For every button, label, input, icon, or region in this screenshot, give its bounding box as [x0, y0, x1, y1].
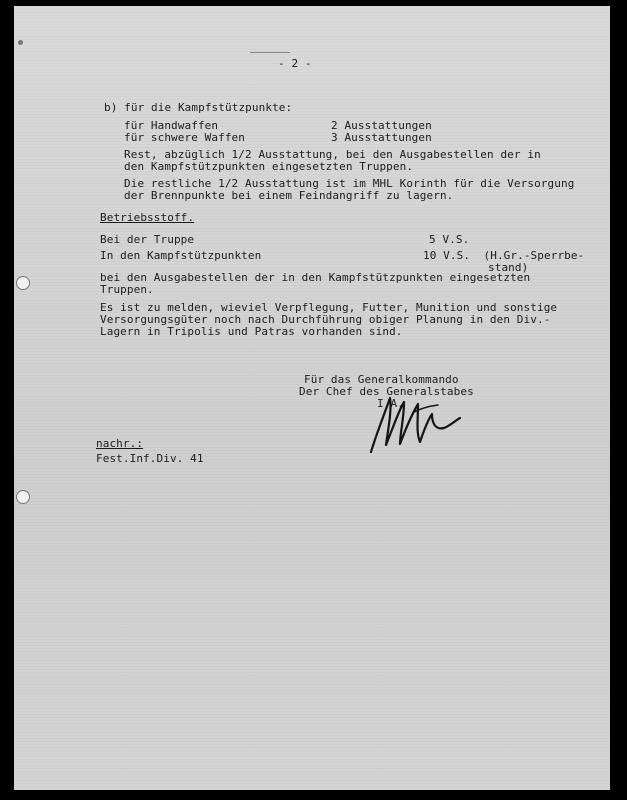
- paragraph-line: Lagern in Tripolis und Patras vorhanden sind.: [100, 325, 403, 338]
- punch-hole: [16, 276, 30, 290]
- equipment-value: 2 Ausstattungen: [331, 119, 432, 132]
- fuel-value-continuation: stand): [488, 261, 529, 274]
- distribution-heading: nachr.:: [96, 437, 144, 450]
- fuel-value: 5 V.S.: [429, 233, 470, 246]
- punch-hole: [16, 490, 30, 504]
- page-number: - 2 -: [278, 57, 312, 70]
- scan-stroke: [250, 52, 290, 53]
- fuel-heading: Betriebsstoff.: [100, 211, 195, 224]
- signature-line: Für das Generalkommando: [304, 373, 459, 386]
- fuel-label: Bei der Truppe: [100, 233, 195, 246]
- paragraph-line: der Brennpunkte bei einem Feindangriff zu lagern.: [124, 189, 454, 202]
- fuel-label: In den Kampfstützpunkten: [100, 249, 262, 262]
- paragraph-line: Es ist zu melden, wieviel Verpflegung, Futter, Munition und sonstige: [100, 301, 558, 314]
- distribution-recipient: Fest.Inf.Div. 41: [96, 452, 204, 465]
- paragraph-line: Truppen.: [100, 283, 154, 296]
- equipment-value: 3 Ausstattungen: [331, 131, 432, 144]
- paragraph-line: bei den Ausgabestellen der in den Kampfstützpunkten eingesetzten: [100, 271, 531, 284]
- paragraph-line: Die restliche 1/2 Ausstattung ist im MHL Korinth für die Versorgung: [124, 177, 575, 190]
- handwritten-signature: [366, 390, 466, 460]
- equipment-label: für schwere Waffen: [124, 131, 246, 144]
- paragraph-line: den Kampfstützpunkten eingesetzten Truppen.: [124, 160, 414, 173]
- paragraph-line: Versorgungsgüter noch nach Durchführung obiger Planung in den Div.-: [100, 313, 551, 326]
- equipment-label: für Handwaffen: [124, 119, 219, 132]
- paragraph-line: Rest, abzüglich 1/2 Ausstattung, bei den Ausgabestellen der in: [124, 148, 541, 161]
- scan-speck: [18, 40, 23, 45]
- signature-line: I.A.: [377, 397, 404, 410]
- fuel-value: 10 V.S. (H.Gr.-Sperrbe-: [423, 249, 585, 262]
- section-b-heading: b) für die Kampfstützpunkte:: [104, 101, 293, 114]
- document-page: [14, 6, 610, 790]
- signature-line: Der Chef des Generalstabes: [299, 385, 474, 398]
